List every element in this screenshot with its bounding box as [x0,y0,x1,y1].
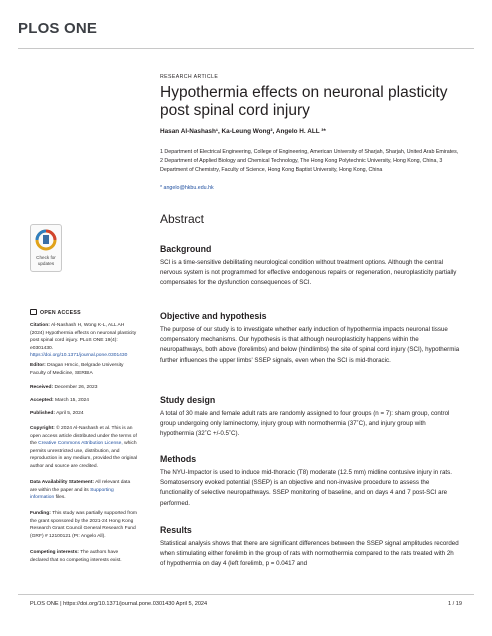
data-availability-block: Data Availability Statement: All relevant data are within the paper and its Supporting information files. [30,480,131,501]
supporting-info-link[interactable]: Supporting information [30,487,114,501]
results-heading: Results [160,525,192,535]
citation-doi-link[interactable]: https://doi.org/10.1371/journal.pone.0301430 [30,353,128,359]
methods-text: The NYU-Impactor is used to induce mid-thoracic (T8) moderate (12.5 mm) midline contusive injury in rats. Somatosensory evoked potential (SSEP) is an objective and non-invasive procedure to assess the functionality of selective neuropathways. SSEP monitoring of baseline, and on days 4 and 7 post-SCI are performed. [160,469,452,507]
footer-citation: PLOS ONE | https://doi.org/10.1371/journal.pone.0301430 April 5, 2024 [30,601,208,607]
header-divider [18,48,474,49]
editor-block: Editor: Dragan Hrncic, Belgrade University Faculty of Medicine, SERBIA [30,363,124,376]
objective-heading: Objective and hypothesis [160,311,267,321]
study-design-text: A total of 30 male and female adult rats are randomly assigned to four groups (n = 7): sham group, control group undergoing only laminectomy, injury group with normothermia (37˚C), and injury group with hypothermia (32˚C +/-0.5˚C). [160,410,450,438]
corresponding-email[interactable]: * angelo@hkbu.edu.hk [160,185,214,191]
received-line: Received: December 26, 2023 [30,385,98,390]
citation-block: Citation: Al-Nashash H, Wong K-L, ALL AH (2024) Hypothermia effects on neuronal plasticity post spinal cord injury. PLoS ONE 19(4): e0301430. https://doi.org/10.1371/journal.pone.0301430 [30,323,137,359]
author-list: Hasan Al-Nashash¹, Ka-Leung Wong², Angelo H. ALL ³* [160,128,326,135]
open-access-label: OPEN ACCESS [30,309,81,316]
affiliations: 1 Department of Electrical Engineering, College of Engineering, American University of Sharjah, Sharjah, United Arab Emirates, 2 Department of Applied Biology and Chemical Technology, The Hong Kong Polytechnic University, Hong Kong, China, 3 Department of Chemistry, Faculty of Science, Hong Kong Baptist University, Hong Kong, China [160,149,459,173]
copyright-block: Copyright: © 2024 Al-Nashash et al. This is an open access article distributed under the terms of the Creative Commons Attribution License, which permits unrestricted use, distribution, and reproduction in any medium, provided the original author and source are credited. [30,426,138,469]
open-lock-icon [30,309,37,315]
page-number: 1 / 19 [448,601,462,607]
article-type: RESEARCH ARTICLE [160,74,219,80]
background-text: SCI is a time-sensitive debilitating neurological condition without treatment options. Although the central nervous system is not programmed for effective endogenous repairs or regeneration, neuroplasticity partially compensates for the dysfunction consequences of SCI. [160,259,457,287]
check-for-updates-label: Check for updates [36,255,56,266]
journal-logo: PLOS ONE [18,20,98,37]
study-design-heading: Study design [160,395,216,405]
funding-block: Funding: This study was partially supported from the grant sponsored by the 2021-24 Hong Kong Research Grant Council General Research Fund (GRF) # 12100121 (PI: Angelo All). [30,511,138,539]
objective-text: The purpose of our study is to investigate whether early induction of hypothermia impacts neuronal tissue compensatory mechanisms. Our hypothesis is that although neuroplasticity happens within the neuropathways, both above (forelimbs) and below (hindlimbs) the site of spinal cord injury (SCI), hypothermia further influences the upper limbs' SSEP signals, even when the SCI is mid-thoracic. [160,326,460,364]
accepted-line: Accepted: March 15, 2024 [30,398,89,403]
abstract-heading: Abstract [160,212,205,226]
methods-heading: Methods [160,454,197,464]
footer-divider [18,594,474,595]
background-heading: Background [160,244,212,254]
license-link[interactable]: Creative Commons Attribution License, [38,441,123,447]
check-for-updates-badge[interactable] [30,224,62,272]
results-text: Statistical analysis shows that there are significant differences between the SSEP signal amplitudes recorded when stimulating either forelimb in the group of rats with normothermia compared to the rats treated with 2h of hypothermia on day 4 (left forelimb, p = 0.0417 and [160,540,459,568]
article-title: Hypothermia effects on neuronal plasticity post spinal cord injury [160,84,448,119]
check-for-updates-icon [31,225,61,255]
competing-interests-block: Competing interests: The authors have declared that no competing interests exist. [30,550,122,563]
published-line: Published: April 5, 2024 [30,411,84,416]
